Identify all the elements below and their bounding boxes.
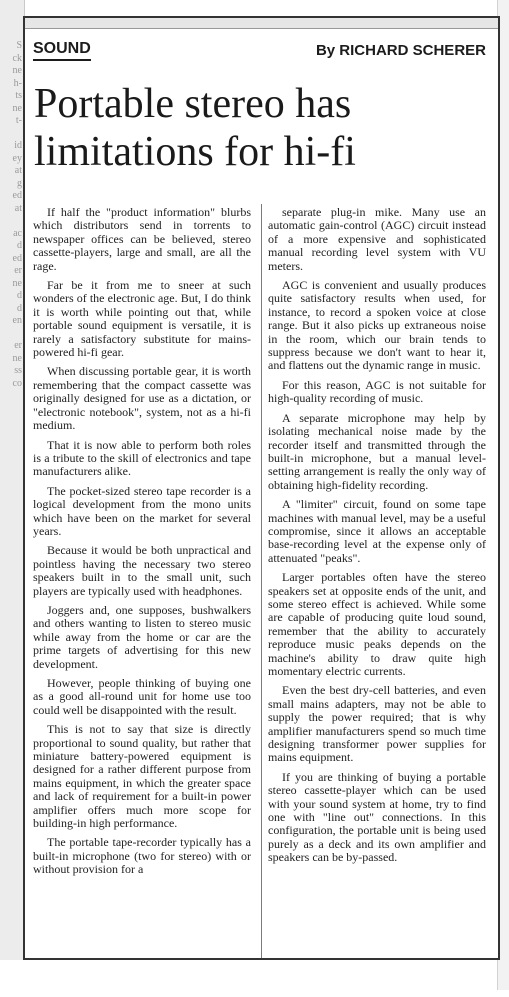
article-paragraph: When discussing portable gear, it is worth remembering that the compact cassette was originally designed for use as a dictation, or "electronic notebook", system, not as a hi-fi medium. [33, 364, 251, 433]
edge-fragment: er [14, 265, 22, 276]
article-paragraph: However, people thinking of buying one as a good all-round unit for home use too could well be disappointed with the result. [33, 676, 251, 717]
edge-fragment: en [12, 315, 22, 326]
article-paragraph: If you are thinking of buying a portable stereo cassette-player which can be used with your sound system at home, try to find one with "line out" connections. In this configuration, the portable unit is being used purely as a deck and its own amplifier and speakers can be by-passed. [268, 769, 486, 865]
article-paragraph: That it is now able to perform both roles is a tribute to the skill of electronics and tape manufacturers alike. [33, 437, 251, 479]
clipping-top-edge [25, 18, 498, 29]
article-paragraph: Far be it from me to sneer at such wonders of the electronic age. But, I do think it is worth while pointing out that, while portable sound equipment is versatile, it is rarely a satisfactory substitute for mains-powered hi-fi gear. [33, 278, 251, 360]
edge-fragment: g [17, 177, 22, 189]
edge-fragment: h- [13, 77, 22, 89]
adjacent-page-edge [0, 0, 25, 960]
left-column [33, 206, 251, 883]
edge-fragment: d [17, 302, 22, 314]
edge-fragment: at [14, 202, 22, 214]
edge-fragment: ed [12, 190, 22, 201]
edge-fragment: id [14, 140, 22, 151]
edge-fragment: ne [12, 102, 22, 114]
article-paragraph: The pocket-sized stereo tape recorder is a logical development from the mono units which have been on the market for several years. [33, 483, 251, 538]
section-label: SOUND [33, 40, 91, 61]
article-paragraph: A separate microphone may help by isolating mechanical noise made by the recorder itself and transmitted through the built-in microphone, but a manual level-setting arrangement is really the only way of obtaining high-fidelity recording. [268, 410, 486, 492]
article-paragraph: This is not to say that size is directly proportional to sound quality, but rather that miniature battery-powered equipment is designed for a rather different purpose from mains equipment, in which the greater space and lack of requirement for a built-in power amplifier offers much more scope for building-in high performance. [33, 722, 251, 831]
edge-fragment: ck [12, 52, 22, 64]
article-paragraph: A "limiter" circuit, found on some tape machines with manual level, may be a useful compromise, since it allows an acceptable base-recording level at the expense only of attenuated "peaks". [268, 497, 486, 565]
edge-fragment: ey [12, 152, 22, 164]
right-column [268, 206, 486, 871]
edge-fragment: ac [13, 227, 22, 239]
edge-fragment: er [14, 340, 22, 351]
article-paragraph: Because it would be both unpractical and pointless having the necessary two stereo speakers built in to the small unit, such players are typically used with headphones. [33, 543, 251, 598]
article-paragraph: separate plug-in mike. Many use an automatic gain-control (AGC) circuit instead of a more expensive and sophisticated manual recording level system with VU meters. [268, 205, 486, 273]
column-divider [261, 204, 262, 960]
edge-fragment: t- [15, 115, 22, 126]
edge-fragment: d [17, 290, 22, 301]
headline: Portable stereo has limitations for hi-fi [34, 81, 356, 175]
article-paragraph: If half the "product information" blurbs which distributors send in torrents to newspaper offices can be believed, stereo cassette-players, large and small, are all the rage. [33, 205, 251, 273]
edge-fragment: ne [12, 65, 22, 76]
article-paragraph: The portable tape-recorder typically has a built-in microphone (two for stereo) with or without provision for a [33, 835, 251, 877]
edge-fragment: S [16, 40, 22, 51]
article-paragraph: For this reason, AGC is not suitable for high-quality recording of music. [268, 377, 486, 406]
edge-fragment: ts [15, 90, 22, 101]
article-paragraph: Larger portables often have the stereo speakers set at opposite ends of the unit, and some stereo effect is achieved. While some are capable of producing quite loud sound, remember that the ability to accurately reproduce music peaks depends on the machine's ability to draw quite high momentary electric currents. [268, 570, 486, 678]
edge-fragment: d [17, 240, 22, 251]
article-paragraph: AGC is convenient and usually produces quite satisfactory results when used, for instance, to record a spoken voice at close range. But it also picks up extraneous noise in the room, which our brain tends to suppress because we don't want to hear it, and flattens out the dynamic range in music. [268, 278, 486, 373]
article-paragraph: Joggers and, one supposes, bushwalkers and others wanting to listen to stereo music while away from the home or car are the prime targets of advertising for this new development. [33, 602, 251, 671]
byline: By RICHARD SCHERER [315, 42, 486, 59]
edge-fragment: co [12, 377, 22, 389]
edge-fragment: ne [12, 352, 22, 364]
article-clipping [23, 16, 500, 960]
edge-fragment: at [14, 165, 22, 176]
article-paragraph: Even the best dry-cell batteries, and even small mains adapters, may not be able to supply the power required; that is why amplifier manufacturers spend so much time designing transformer power supplies for mains equipment. [268, 683, 486, 765]
edge-fragment: ed [12, 252, 22, 264]
edge-fragment: ne [12, 277, 22, 289]
edge-fragment: ss [14, 365, 22, 376]
